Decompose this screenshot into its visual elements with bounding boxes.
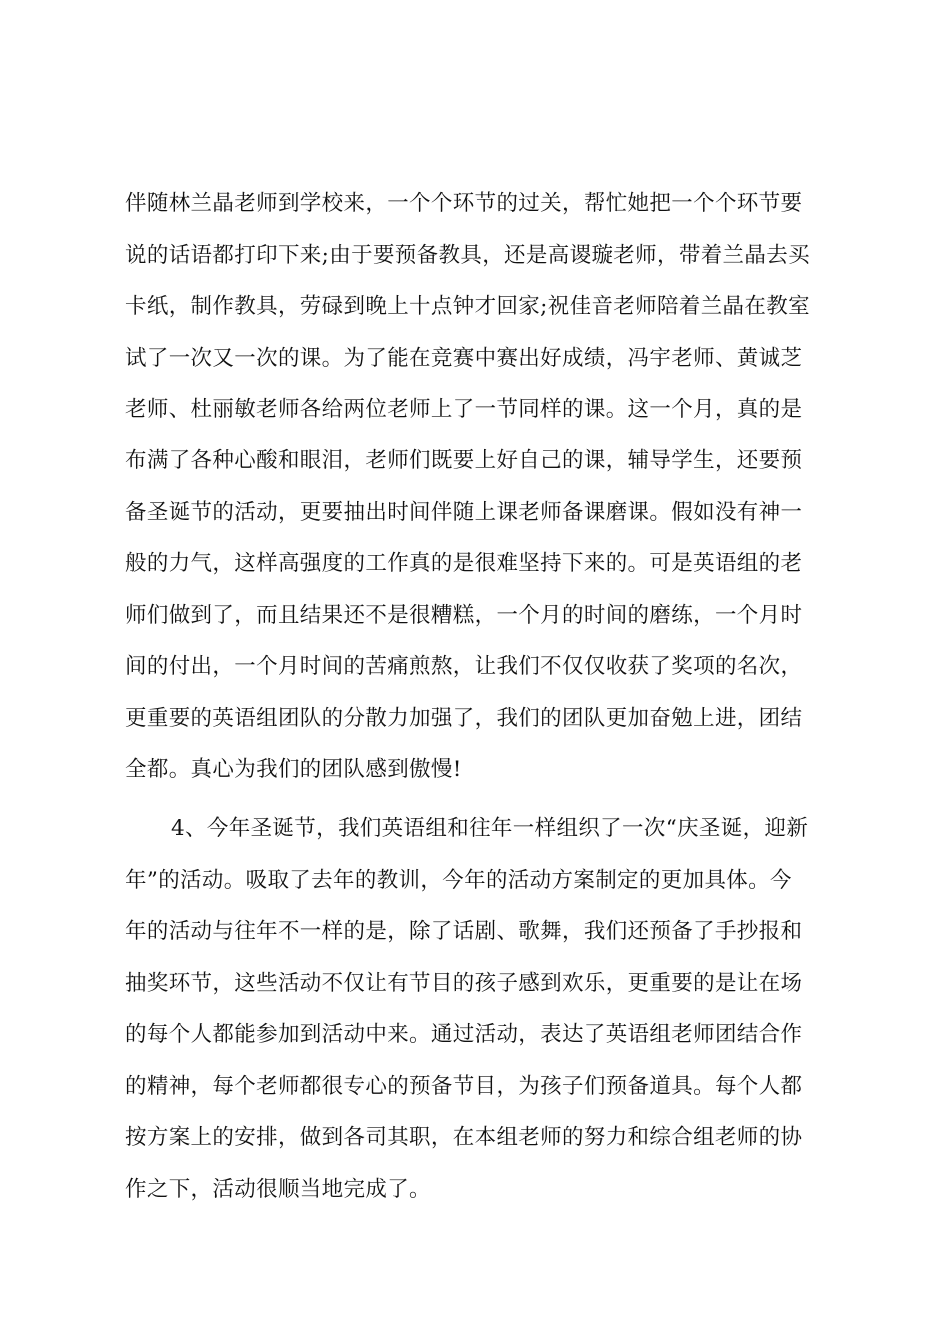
text-line: 试了一次又一次的课。为了能在竞赛中赛出好成绩，冯宇老师、黄诚芝 [125, 346, 803, 371]
text-line: 备圣诞节的活动，更要抽出时间伴随上课老师备课磨课。假如没有神一 [125, 500, 803, 525]
text-line: 说的话语都打印下来;由于要预备教具，还是高谡璇老师，带着兰晶去买 [125, 243, 810, 268]
text-line: 般的力气，这样高强度的工作真的是很难坚持下来的。可是英语组的老 [125, 551, 803, 576]
text-line: 年的活动与往年不一样的是，除了话剧、歌舞，我们还预备了手抄报和 [125, 919, 803, 944]
text-line: 全都。真心为我们的团队感到傲慢! [125, 757, 462, 782]
text-line: 作之下，活动很顺当地完成了。 [125, 1177, 431, 1202]
text-line: 布满了各种心酸和眼泪，老师们既要上好自己的课，辅导学生，还要预 [125, 448, 803, 473]
text-line: 按方案上的安排，做到各司其职，在本组老师的努力和综合组老师的协 [125, 1125, 803, 1150]
text-line: 年”的活动。吸取了去年的教训，今年的活动方案制定的更加具体。今 [125, 868, 792, 893]
text-line: 抽奖环节，这些活动不仅让有节目的孩子感到欢乐，更重要的是让在场 [125, 971, 803, 996]
text-line: 卡纸，制作教具，劳碌到晚上十点钟才回家;祝佳音老师陪着兰晶在教室 [125, 294, 810, 319]
text-line: 师们做到了，而且结果还不是很糟糕，一个月的时间的磨练，一个月时 [125, 603, 803, 628]
text-line: 的每个人都能参加到活动中来。通过活动，表达了英语组老师团结合作 [125, 1022, 803, 1047]
text-line: 4、今年圣诞节，我们英语组和往年一样组织了一次“庆圣诞，迎新 [171, 816, 809, 841]
text-line: 间的付出，一个月时间的苦痛煎熬，让我们不仅仅收获了奖项的名次， [125, 654, 803, 679]
text-line: 伴随林兰晶老师到学校来，一个个环节的过关，帮忙她把一个个环节要 [125, 191, 803, 216]
text-line: 的精神，每个老师都很专心的预备节目，为孩子们预备道具。每个人都 [125, 1074, 803, 1099]
text-line: 更重要的英语组团队的分散力加强了，我们的团队更加奋勉上进，团结 [125, 706, 803, 731]
text-line: 老师、杜丽敏老师各给两位老师上了一节同样的课。这一个月，真的是 [125, 397, 803, 422]
